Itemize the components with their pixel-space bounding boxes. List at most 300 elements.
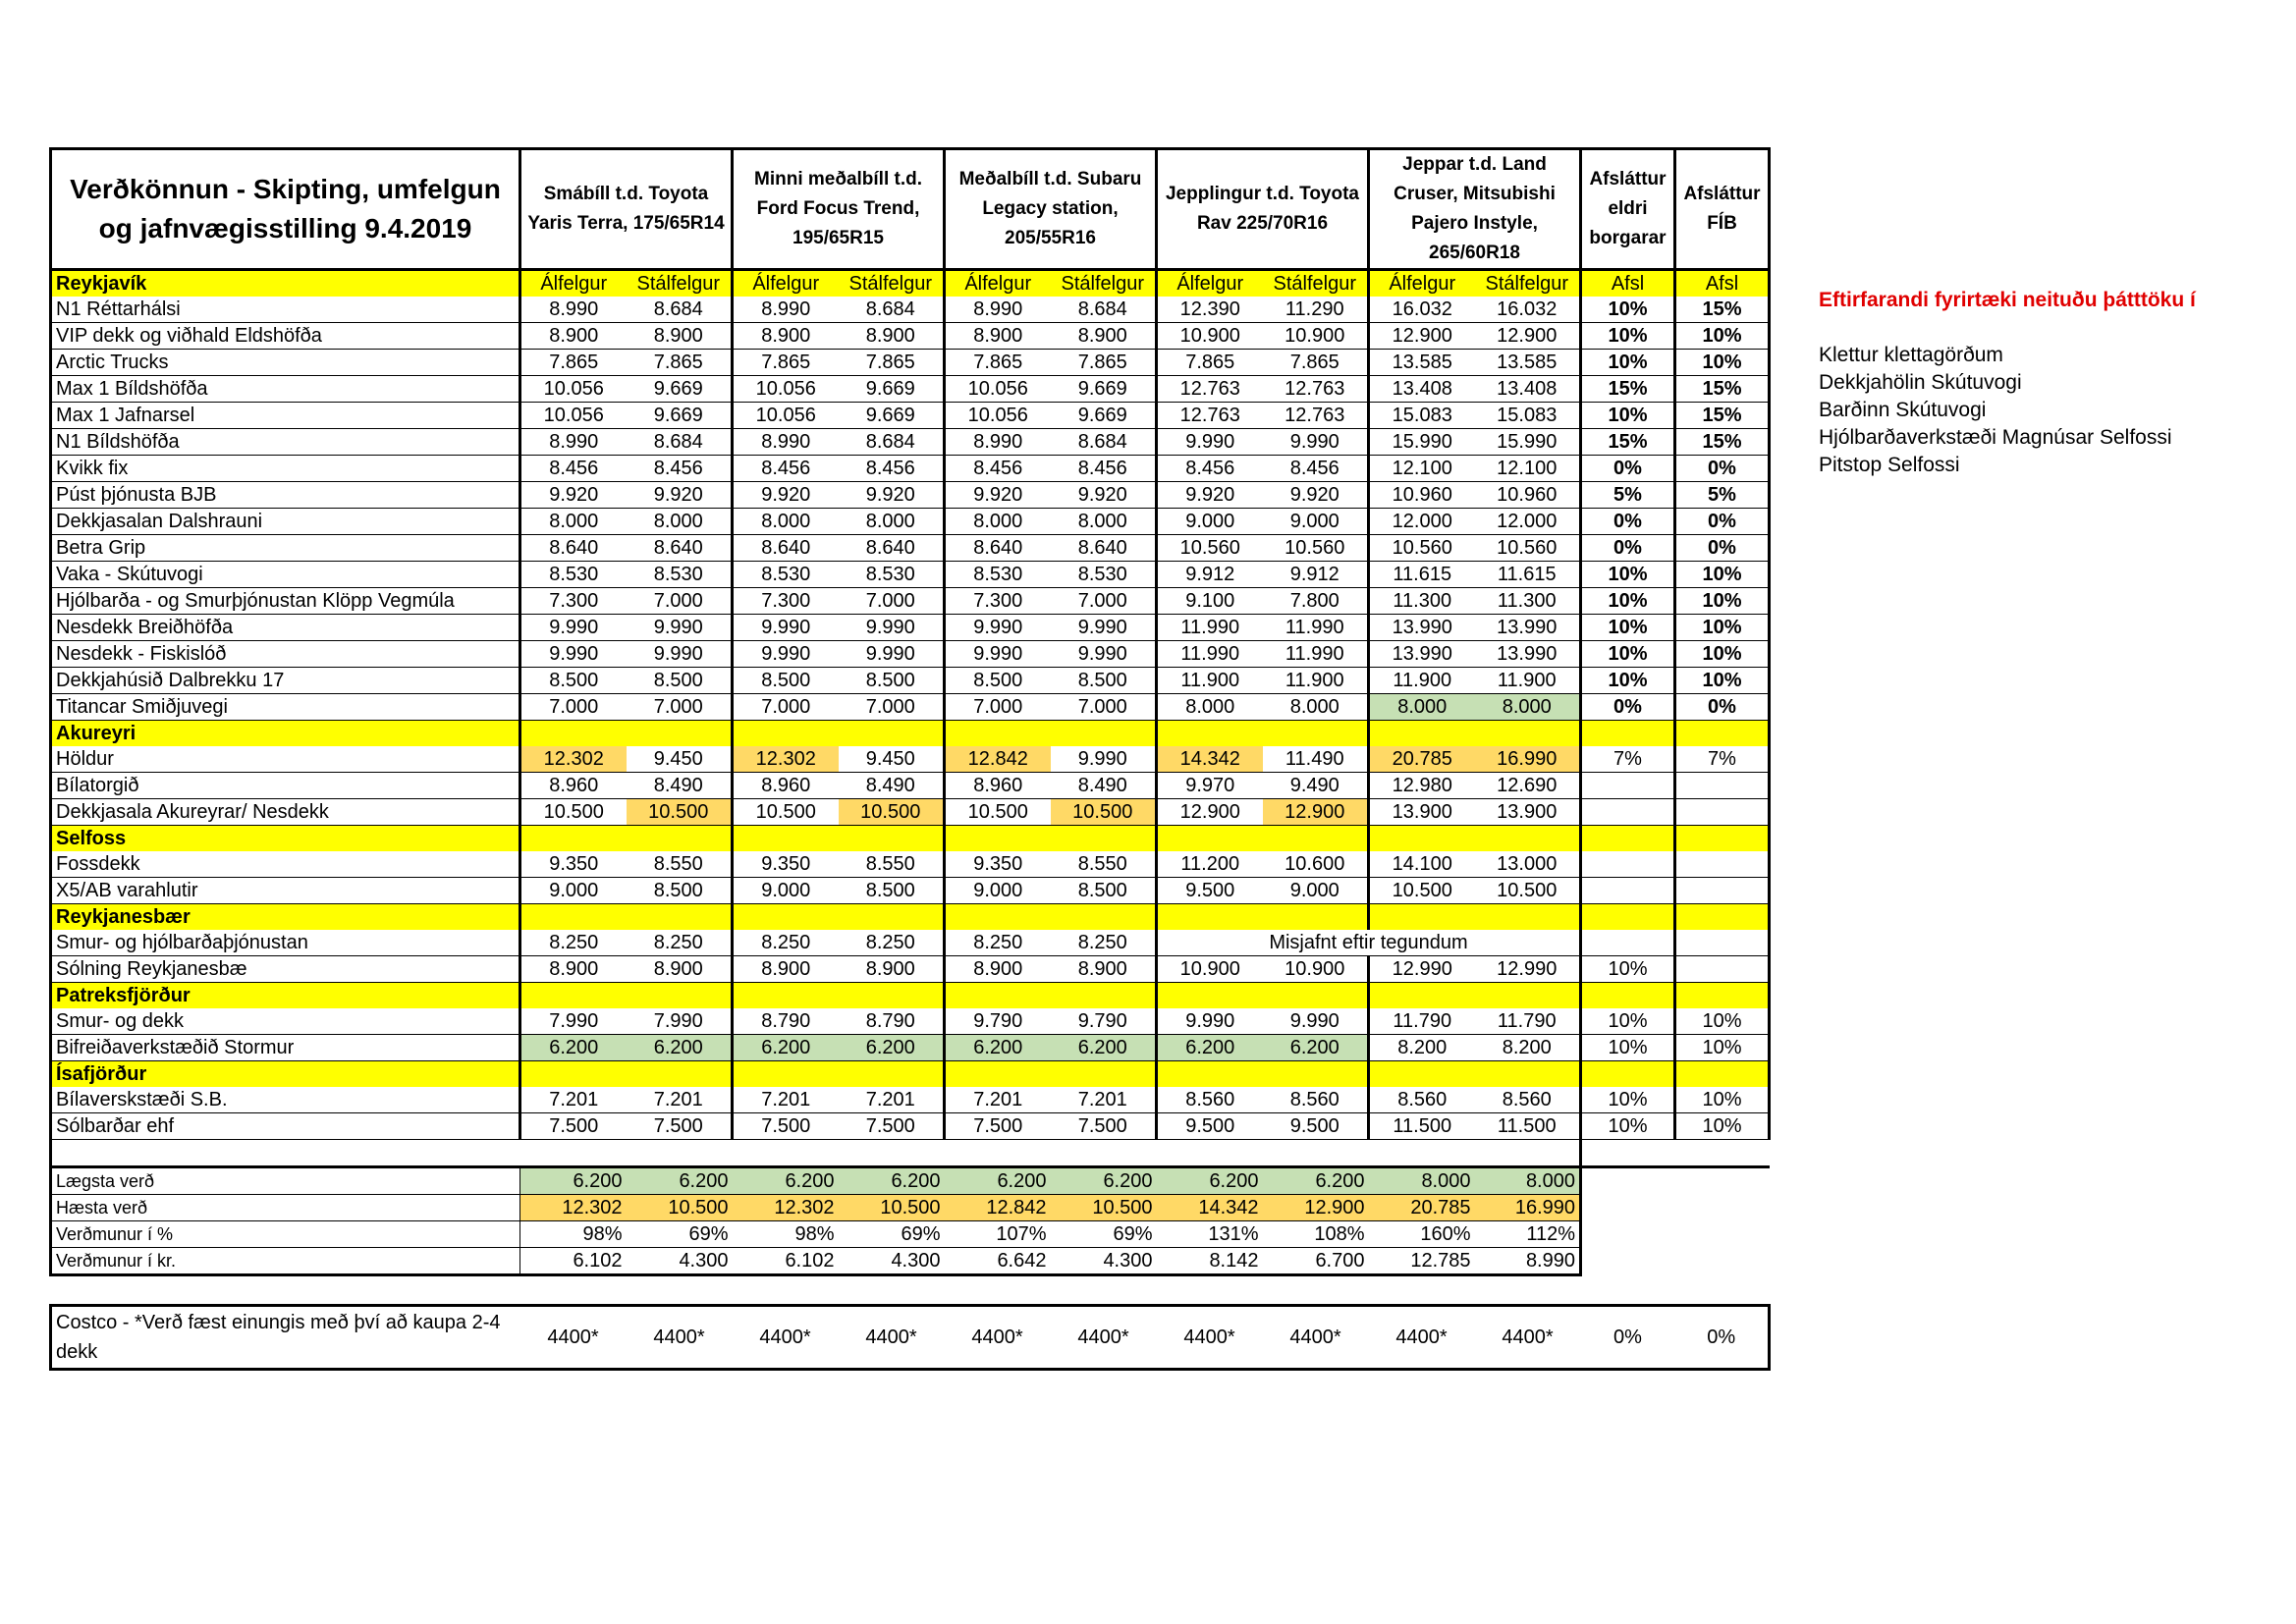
price-cell: 9.000: [733, 878, 839, 904]
table-row: [51, 851, 1770, 878]
costco-cell: 4400*: [520, 1306, 627, 1370]
price-cell: 9.350: [520, 851, 627, 878]
price-cell: 9.450: [839, 746, 945, 773]
subheader-cell: [1051, 721, 1157, 747]
price-cell: 9.100: [1157, 588, 1263, 615]
price-cell: 7.500: [945, 1113, 1051, 1140]
costco-cell: 4400*: [1369, 1306, 1475, 1370]
price-cell: 8.900: [839, 323, 945, 350]
price-cell: 8.250: [627, 930, 733, 956]
table-row: [51, 376, 1770, 403]
table-row: [51, 615, 1770, 641]
company-name: Betra Grip: [51, 535, 520, 562]
price-cell: 9.990: [1157, 1008, 1263, 1035]
summary-cell: 4.300: [839, 1248, 945, 1275]
subheader-cell: [1369, 983, 1475, 1009]
price-cell: 9.000: [1157, 509, 1263, 535]
price-cell: 15.990: [1369, 429, 1475, 456]
price-cell: 6.200: [520, 1035, 627, 1061]
price-cell: 8.200: [1369, 1035, 1475, 1061]
subheader-cell: [1581, 826, 1675, 852]
summary-cell: 8.142: [1157, 1248, 1263, 1275]
discount-cell: 0%: [1581, 456, 1675, 482]
section-row: [51, 270, 1770, 298]
price-cell: 7.201: [839, 1087, 945, 1113]
summary-cell: 6.102: [733, 1248, 839, 1275]
price-cell: 10.600: [1263, 851, 1369, 878]
price-cell: 9.990: [733, 615, 839, 641]
discount-cell: 10%: [1675, 641, 1770, 668]
discount-cell: 15%: [1675, 403, 1770, 429]
table-title: Verðkönnun - Skipting, umfelgun og jafnvægisstilling 9.4.2019: [51, 149, 520, 270]
price-cell: 9.990: [627, 641, 733, 668]
subheader-cell: [1051, 983, 1157, 1009]
price-cell: 8.456: [1263, 456, 1369, 482]
price-cell: 7.000: [945, 694, 1051, 721]
price-cell: 9.990: [627, 615, 733, 641]
price-cell: 8.250: [733, 930, 839, 956]
side-note-item: Barðinn Skútuvogi: [1819, 399, 1987, 421]
price-cell: 6.200: [945, 1035, 1051, 1061]
price-cell: 12.302: [520, 746, 627, 773]
price-cell: 6.200: [1051, 1035, 1157, 1061]
table-row: [51, 403, 1770, 429]
discount-cell: 10%: [1675, 1035, 1770, 1061]
price-cell: 11.300: [1369, 588, 1475, 615]
discount-cell: 10%: [1581, 562, 1675, 588]
price-cell: 7.865: [627, 350, 733, 376]
company-name: Kvikk fix: [51, 456, 520, 482]
price-cell: 7.500: [733, 1113, 839, 1140]
price-cell: 8.684: [627, 429, 733, 456]
discount-cell: 0%: [1581, 509, 1675, 535]
price-cell: 9.790: [1051, 1008, 1157, 1035]
summary-cell: 8.990: [1475, 1248, 1581, 1275]
costco-discount: 0%: [1581, 1306, 1675, 1370]
price-cell: 8.900: [627, 956, 733, 983]
price-cell: 8.250: [839, 930, 945, 956]
price-cell: 16.032: [1475, 297, 1581, 323]
price-cell: 16.990: [1475, 746, 1581, 773]
column-header: Minni meðalbíll t.d. Ford Focus Trend, 195/65R15: [733, 149, 945, 270]
price-cell: 8.684: [1051, 297, 1157, 323]
company-name: Sólbarðar ehf: [51, 1113, 520, 1140]
price-cell: 8.790: [839, 1008, 945, 1035]
price-cell: 7.000: [1051, 588, 1157, 615]
summary-cell: 6.200: [1051, 1167, 1157, 1195]
summary-cell: 12.785: [1369, 1248, 1475, 1275]
price-cell: 8.960: [733, 773, 839, 799]
price-cell: 9.500: [1157, 878, 1263, 904]
price-cell: 8.456: [627, 456, 733, 482]
subheader-cell: [1369, 1061, 1475, 1088]
price-cell: 13.990: [1369, 615, 1475, 641]
price-cell: 9.669: [1051, 403, 1157, 429]
section-name: Reykjavík: [51, 270, 520, 298]
price-cell: 10.500: [733, 799, 839, 826]
section-name: Reykjanesbær: [51, 904, 520, 931]
section-name: Patreksfjörður: [51, 983, 520, 1009]
price-cell: 15.990: [1475, 429, 1581, 456]
section-name: Akureyri: [51, 721, 520, 747]
summary-cell: 16.990: [1475, 1195, 1581, 1221]
price-cell: 10.500: [945, 799, 1051, 826]
price-cell: 8.000: [1369, 694, 1475, 721]
price-cell: 11.200: [1157, 851, 1263, 878]
price-cell: 12.763: [1157, 403, 1263, 429]
subheader-cell: [1263, 826, 1369, 852]
price-cell: 8.640: [839, 535, 945, 562]
price-cell: 7.201: [945, 1087, 1051, 1113]
price-cell: 9.500: [1157, 1113, 1263, 1140]
company-name: Bifreiðaverkstæðið Stormur: [51, 1035, 520, 1061]
price-cell: 16.032: [1369, 297, 1475, 323]
price-cell: 8.684: [1051, 429, 1157, 456]
price-cell: 8.000: [839, 509, 945, 535]
section-row: [51, 904, 1770, 931]
subheader-cell: [1051, 826, 1157, 852]
price-cell: 7.865: [1263, 350, 1369, 376]
discount-cell: 10%: [1581, 403, 1675, 429]
subheader-cell: [627, 826, 733, 852]
company-name: N1 Bíldshöfða: [51, 429, 520, 456]
summary-cell: 6.200: [839, 1167, 945, 1195]
price-cell: 7.000: [733, 694, 839, 721]
price-cell: 8.200: [1475, 1035, 1581, 1061]
section-name: Selfoss: [51, 826, 520, 852]
company-name: Titancar Smiðjuvegi: [51, 694, 520, 721]
company-name: Bílaverskstæði S.B.: [51, 1087, 520, 1113]
price-cell: 10.500: [839, 799, 945, 826]
price-cell: 8.530: [733, 562, 839, 588]
discount-cell: 15%: [1675, 297, 1770, 323]
price-cell: 15.083: [1369, 403, 1475, 429]
price-cell: 11.900: [1475, 668, 1581, 694]
price-cell: 9.669: [627, 376, 733, 403]
price-cell: 7.000: [520, 694, 627, 721]
price-cell: 10.500: [1475, 878, 1581, 904]
price-cell: 13.585: [1475, 350, 1581, 376]
costco-cell: 4400*: [945, 1306, 1051, 1370]
side-note-item: Pitstop Selfossi: [1819, 454, 1960, 476]
price-cell: 12.000: [1475, 509, 1581, 535]
empty-cell: [1581, 1195, 1675, 1221]
summary-cell: 112%: [1475, 1221, 1581, 1248]
price-cell: 8.790: [733, 1008, 839, 1035]
summary-cell: 10.500: [627, 1195, 733, 1221]
price-cell: 7.865: [520, 350, 627, 376]
price-cell: 8.490: [839, 773, 945, 799]
subheader-cell: [1475, 983, 1581, 1009]
spacer-cell: [945, 1140, 1051, 1167]
discount-cell: 10%: [1675, 350, 1770, 376]
price-cell: 11.900: [1263, 668, 1369, 694]
price-cell: 9.920: [1157, 482, 1263, 509]
company-name: Max 1 Bíldshöfða: [51, 376, 520, 403]
price-cell: 8.530: [839, 562, 945, 588]
summary-cell: 6.200: [627, 1167, 733, 1195]
column-header: Meðalbíll t.d. Subaru Legacy station, 205/55R16: [945, 149, 1157, 270]
price-cell: 12.900: [1475, 323, 1581, 350]
price-cell: 11.500: [1475, 1113, 1581, 1140]
price-cell: 9.920: [733, 482, 839, 509]
discount-cell: [1675, 956, 1770, 983]
price-cell: 7.300: [945, 588, 1051, 615]
price-cell: 10.560: [1157, 535, 1263, 562]
discount-cell: 0%: [1581, 694, 1675, 721]
discount-cell: 10%: [1581, 297, 1675, 323]
price-cell: 9.000: [520, 878, 627, 904]
subheader-cell: [1263, 983, 1369, 1009]
discount-cell: 10%: [1581, 641, 1675, 668]
summary-row: [51, 1221, 1770, 1248]
subheader-cell: [1475, 904, 1581, 931]
subheader-cell: [1675, 1061, 1770, 1088]
summary-cell: 6.200: [945, 1167, 1051, 1195]
discount-cell: 10%: [1581, 588, 1675, 615]
price-cell: 8.500: [627, 878, 733, 904]
empty-cell: [1675, 1167, 1770, 1195]
price-cell: 8.640: [627, 535, 733, 562]
discount-cell: [1581, 799, 1675, 826]
price-cell: 12.842: [945, 746, 1051, 773]
price-cell: 10.500: [520, 799, 627, 826]
price-cell: 7.000: [627, 588, 733, 615]
summary-cell: 98%: [733, 1221, 839, 1248]
price-cell: 11.900: [1157, 668, 1263, 694]
price-cell: 13.408: [1475, 376, 1581, 403]
column-header: Afsláttur eldri borgarar: [1581, 149, 1675, 270]
price-cell: 12.763: [1263, 376, 1369, 403]
price-cell: 8.550: [627, 851, 733, 878]
price-cell: 13.900: [1369, 799, 1475, 826]
table-row: [51, 1035, 1770, 1061]
section-row: [51, 826, 1770, 852]
price-cell: 6.200: [733, 1035, 839, 1061]
price-cell: 7.000: [839, 694, 945, 721]
note-cell: Misjafnt eftir tegundum: [1157, 930, 1581, 956]
summary-cell: 8.000: [1369, 1167, 1475, 1195]
column-header: Smábíll t.d. Toyota Yaris Terra, 175/65R14: [520, 149, 733, 270]
discount-cell: 10%: [1675, 562, 1770, 588]
price-cell: 8.960: [520, 773, 627, 799]
summary-cell: 14.342: [1157, 1195, 1263, 1221]
summary-row: [51, 1248, 1770, 1275]
price-cell: 8.560: [1475, 1087, 1581, 1113]
table-row: [51, 509, 1770, 535]
subheader-cell: [1581, 1061, 1675, 1088]
summary-cell: 12.842: [945, 1195, 1051, 1221]
price-cell: 7.500: [1051, 1113, 1157, 1140]
price-cell: 7.500: [627, 1113, 733, 1140]
empty-cell: [1675, 1195, 1770, 1221]
price-cell: 9.490: [1263, 773, 1369, 799]
table-row: [51, 535, 1770, 562]
table-row: [51, 429, 1770, 456]
price-cell: 9.990: [839, 615, 945, 641]
price-survey-table: [49, 147, 1771, 1371]
table-row: [51, 482, 1770, 509]
subheader-cell: [1051, 1061, 1157, 1088]
price-cell: 8.530: [520, 562, 627, 588]
table-row: [51, 641, 1770, 668]
company-name: N1 Réttarhálsi: [51, 297, 520, 323]
price-cell: 9.669: [627, 403, 733, 429]
price-cell: 7.300: [520, 588, 627, 615]
price-cell: 11.900: [1369, 668, 1475, 694]
subheader-cell: [1263, 904, 1369, 931]
summary-cell: 107%: [945, 1221, 1051, 1248]
price-cell: 8.000: [1157, 694, 1263, 721]
table-row: [51, 1087, 1770, 1113]
price-cell: 7.500: [839, 1113, 945, 1140]
subheader-cell: Álfelgur: [945, 270, 1051, 298]
subheader-cell: [520, 721, 627, 747]
price-cell: 8.530: [1051, 562, 1157, 588]
discount-cell: 0%: [1675, 509, 1770, 535]
price-cell: 9.990: [1157, 429, 1263, 456]
price-cell: 9.920: [520, 482, 627, 509]
discount-cell: 10%: [1581, 1113, 1675, 1140]
spacer-cell: [627, 1140, 733, 1167]
discount-cell: 15%: [1581, 376, 1675, 403]
price-cell: 9.350: [733, 851, 839, 878]
price-cell: 8.560: [1157, 1087, 1263, 1113]
summary-cell: 6.200: [1263, 1167, 1369, 1195]
price-cell: 8.550: [1051, 851, 1157, 878]
price-cell: 9.970: [1157, 773, 1263, 799]
price-cell: 12.990: [1475, 956, 1581, 983]
discount-cell: 7%: [1581, 746, 1675, 773]
price-cell: 12.900: [1369, 323, 1475, 350]
subheader-cell: [1369, 721, 1475, 747]
price-cell: 7.990: [520, 1008, 627, 1035]
price-cell: 8.500: [627, 668, 733, 694]
price-cell: 8.900: [1051, 323, 1157, 350]
company-name: VIP dekk og viðhald Eldshöfða: [51, 323, 520, 350]
subheader-cell: [520, 983, 627, 1009]
summary-cell: 4.300: [627, 1248, 733, 1275]
price-cell: 10.900: [1157, 956, 1263, 983]
subheader-cell: Stálfelgur: [1051, 270, 1157, 298]
price-cell: 11.615: [1475, 562, 1581, 588]
subheader-cell: [733, 904, 839, 931]
price-cell: 12.690: [1475, 773, 1581, 799]
company-name: Dekkjahúsið Dalbrekku 17: [51, 668, 520, 694]
costco-cell: 4400*: [733, 1306, 839, 1370]
price-cell: 9.669: [839, 403, 945, 429]
discount-cell: 15%: [1675, 429, 1770, 456]
price-cell: 9.990: [520, 615, 627, 641]
price-cell: 8.990: [733, 297, 839, 323]
price-cell: 8.900: [945, 956, 1051, 983]
price-cell: 8.500: [1051, 878, 1157, 904]
price-cell: 9.990: [1263, 429, 1369, 456]
subheader-cell: [839, 904, 945, 931]
price-cell: 8.684: [839, 429, 945, 456]
summary-label: Verðmunur í kr.: [51, 1248, 520, 1275]
discount-cell: 10%: [1581, 350, 1675, 376]
price-cell: 11.990: [1263, 615, 1369, 641]
spacer-cell: [839, 1140, 945, 1167]
table-row: [51, 350, 1770, 376]
discount-cell: [1675, 878, 1770, 904]
discount-cell: [1581, 851, 1675, 878]
subheader-cell: [945, 721, 1051, 747]
price-cell: 8.456: [520, 456, 627, 482]
discount-cell: 0%: [1675, 535, 1770, 562]
subheader-cell: [1675, 826, 1770, 852]
discount-cell: 10%: [1675, 1008, 1770, 1035]
empty-cell: [1581, 1167, 1675, 1195]
costco-cell: 4400*: [839, 1306, 945, 1370]
price-cell: 7.865: [839, 350, 945, 376]
discount-cell: 10%: [1581, 1087, 1675, 1113]
price-cell: 7.201: [520, 1087, 627, 1113]
summary-row: [51, 1167, 1770, 1195]
section-row: [51, 983, 1770, 1009]
subheader-cell: [627, 904, 733, 931]
price-cell: 11.615: [1369, 562, 1475, 588]
summary-cell: 12.302: [520, 1195, 627, 1221]
price-cell: 9.669: [839, 376, 945, 403]
subheader-cell: [1675, 721, 1770, 747]
price-cell: 8.560: [1263, 1087, 1369, 1113]
price-cell: 9.990: [1051, 615, 1157, 641]
price-cell: 8.456: [1157, 456, 1263, 482]
company-name: Hjólbarða - og Smurþjónustan Klöpp Vegmúla: [51, 588, 520, 615]
spacer-cell: [1263, 1140, 1369, 1167]
subheader-cell: [1475, 826, 1581, 852]
table-row: [51, 297, 1770, 323]
side-note: [1819, 287, 2196, 479]
empty-cell: [1675, 1248, 1770, 1275]
discount-cell: 0%: [1675, 456, 1770, 482]
price-cell: 6.200: [627, 1035, 733, 1061]
price-cell: 11.990: [1157, 641, 1263, 668]
costco-cell: 4400*: [1051, 1306, 1157, 1370]
subheader-cell: [1157, 721, 1263, 747]
costco-cell: 4400*: [1157, 1306, 1263, 1370]
price-cell: 7.865: [1157, 350, 1263, 376]
price-cell: 7.000: [1051, 694, 1157, 721]
price-cell: 9.790: [945, 1008, 1051, 1035]
price-cell: 6.200: [1263, 1035, 1369, 1061]
discount-cell: [1675, 851, 1770, 878]
summary-cell: 10.500: [839, 1195, 945, 1221]
price-cell: 11.290: [1263, 297, 1369, 323]
spacer-cell: [1051, 1140, 1157, 1167]
costco-discount: 0%: [1675, 1306, 1770, 1370]
price-cell: 7.201: [733, 1087, 839, 1113]
price-cell: 9.990: [733, 641, 839, 668]
price-cell: 12.900: [1157, 799, 1263, 826]
discount-cell: 15%: [1581, 429, 1675, 456]
price-cell: 9.000: [945, 878, 1051, 904]
discount-cell: [1675, 799, 1770, 826]
discount-cell: 10%: [1675, 323, 1770, 350]
summary-cell: 6.200: [733, 1167, 839, 1195]
subheader-cell: Álfelgur: [733, 270, 839, 298]
summary-cell: 8.000: [1475, 1167, 1581, 1195]
price-cell: 10.056: [945, 376, 1051, 403]
price-cell: 10.560: [1263, 535, 1369, 562]
empty-cell: [1581, 1221, 1675, 1248]
side-note-item: Klettur klettagörðum: [1819, 344, 2003, 366]
price-cell: 13.408: [1369, 376, 1475, 403]
price-cell: 7.201: [1051, 1087, 1157, 1113]
company-name: Bílatorgið: [51, 773, 520, 799]
